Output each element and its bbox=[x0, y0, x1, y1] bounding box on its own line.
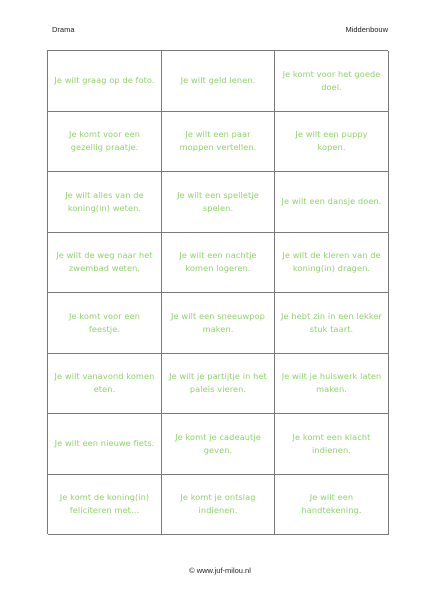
card bbox=[48, 233, 162, 294]
card bbox=[48, 112, 162, 173]
card bbox=[275, 112, 389, 173]
card-text: Je komt voor een feestje. bbox=[69, 310, 140, 334]
card bbox=[162, 112, 275, 173]
card bbox=[275, 414, 389, 475]
card-text: Je komt voor een gezellig praatje. bbox=[69, 129, 140, 153]
card-text: Je wilt een paar moppen vertellen. bbox=[179, 129, 257, 153]
card-text: Je wilt een spelletje spelen. bbox=[177, 189, 259, 213]
card-text: Je komt je cadeautje geven. bbox=[175, 431, 261, 455]
header-level: Middenbouw bbox=[345, 25, 388, 34]
card-text: Je wilt je partijtje in het paleis vieren. bbox=[169, 371, 267, 395]
card-text: Je hebt zin in een lekker stuk taart. bbox=[281, 310, 382, 334]
card-text: Je komt voor het goede doel. bbox=[282, 68, 381, 92]
card-text: Je komt je ontslag indienen. bbox=[180, 492, 256, 516]
card bbox=[275, 293, 389, 354]
header-subject: Drama bbox=[52, 25, 75, 34]
card bbox=[162, 354, 275, 415]
card bbox=[162, 475, 275, 536]
card bbox=[275, 172, 389, 233]
card-text: Je wilt een sneeuwpop maken. bbox=[171, 310, 265, 334]
card-text: Je wilt de kleren van de koning(in) dragen. bbox=[282, 250, 381, 274]
card bbox=[275, 51, 389, 112]
card-text: Je wilt vanavond komen eten. bbox=[54, 371, 155, 395]
card-text: Je wilt je huiswerk laten maken. bbox=[281, 371, 382, 395]
card bbox=[162, 51, 275, 112]
card-text: Je wilt geld lenen. bbox=[180, 75, 256, 86]
card-text: Je wilt een nachtje komen logeren. bbox=[179, 250, 257, 274]
card-text: Je wilt een handtekening. bbox=[301, 492, 362, 516]
card bbox=[48, 293, 162, 354]
footer-copyright: © www.juf-milou.nl bbox=[189, 566, 251, 575]
card bbox=[48, 51, 162, 112]
card-text: Je wilt een nieuwe fiets. bbox=[54, 438, 155, 449]
card-text: Je wilt de weg naar het zwembad weten. bbox=[56, 250, 153, 274]
card-text: Je wilt alles van de koning(in) weten. bbox=[65, 189, 144, 213]
card-text: Je komt de koning(in) feliciteren met… bbox=[59, 492, 150, 516]
card bbox=[275, 475, 389, 536]
card bbox=[162, 172, 275, 233]
card bbox=[162, 233, 275, 294]
card-text: Je wilt een dansje doen. bbox=[281, 196, 382, 207]
card bbox=[48, 172, 162, 233]
card-text: Je wilt graag op de foto. bbox=[54, 75, 155, 86]
card bbox=[162, 293, 275, 354]
card bbox=[48, 354, 162, 415]
card-text: Je komt een klacht indienen. bbox=[292, 431, 371, 455]
card-text: Je wilt een puppy kopen. bbox=[295, 129, 368, 153]
card bbox=[48, 414, 162, 475]
card bbox=[275, 233, 389, 294]
card-grid bbox=[47, 50, 388, 534]
card bbox=[48, 475, 162, 536]
card bbox=[162, 414, 275, 475]
card bbox=[275, 354, 389, 415]
